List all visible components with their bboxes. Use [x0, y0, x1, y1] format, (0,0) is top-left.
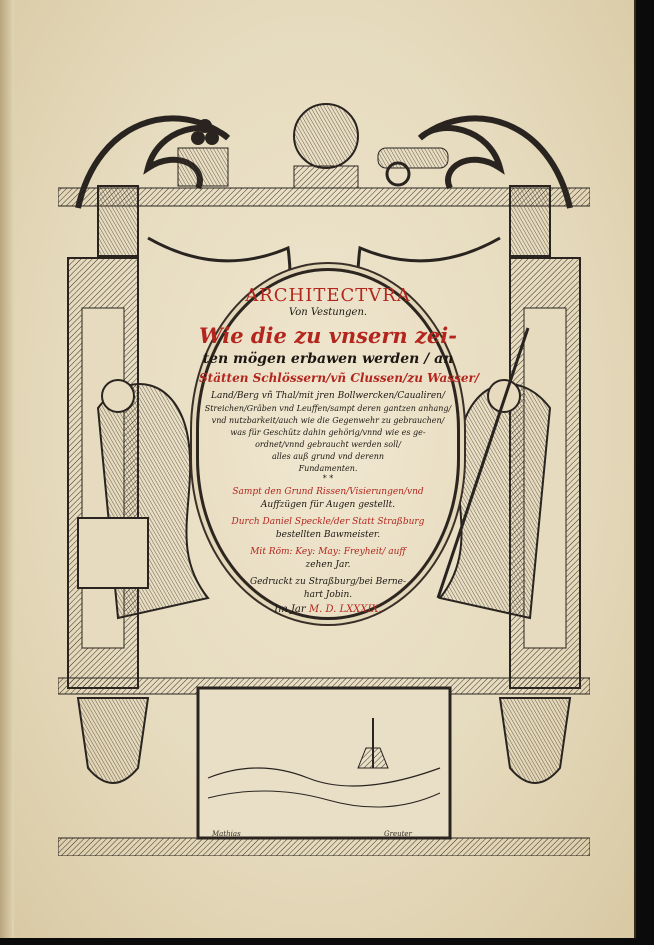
body-line-4: was für Geschütz dahin gehörig/vnnd wie es ge- — [230, 428, 426, 437]
sampt-line-2: Auffzügen für Augen gestellt. — [260, 500, 396, 510]
year-label: Im Jar — [274, 604, 306, 615]
printer-line-2: hart Jobin. — [303, 590, 353, 600]
heading-line-2: ten mögen erbawen werden / an — [202, 351, 454, 367]
author-line-1: Durch Daniel Speckle/der Statt Straßburg — [231, 517, 425, 527]
title-cartouche — [196, 268, 480, 620]
body-line-3: vnd nutzbarkeit/auch wie die Gegenwehr zu gebrauchen/ — [211, 416, 445, 425]
body-line-1: Land/Berg vñ Thal/mit jren Bollwercken/Caualiren/ — [211, 391, 445, 401]
body-line-5: ordnet/vnnd gebraucht werden soll/ — [255, 440, 401, 449]
imprint-year — [199, 604, 457, 615]
privilege-line-1: Mit Röm: Key: May: Freyheit/ auff — [250, 547, 406, 557]
book-subtitle: Von Vestungen. — [288, 307, 368, 318]
engraver-signature-right: Greuter — [384, 830, 412, 838]
author-line-2: bestellten Bawmeister. — [275, 530, 381, 540]
engraver-signature-left: Mathias — [212, 830, 241, 838]
sampt-line-1: Sampt den Grund Rissen/Visierungen/vnd — [232, 487, 424, 497]
printer-line-1: Gedruckt zu Straßburg/bei Berne- — [249, 577, 407, 587]
year-value: M. D. LXXXIX. — [308, 604, 382, 615]
body-line-7: Fundamenten. — [298, 464, 358, 473]
heading-line-3: Stätten Schlössern/vñ Clussen/zu Wasser/ — [199, 371, 480, 385]
ornament: * * — [322, 474, 334, 483]
body-line-2: Streichen/Gräben vnd Leuffen/sampt deren gantzen anhang/ — [204, 404, 452, 413]
body-line-6: alles auß grund vnd derenn — [271, 452, 385, 461]
page-gutter — [0, 0, 14, 938]
book-title: ARCHITECTVRA — [245, 285, 411, 306]
privilege-line-2: zehen Jar. — [305, 560, 351, 570]
heading-line-1: Wie die zu vnsern zei- — [199, 323, 457, 348]
